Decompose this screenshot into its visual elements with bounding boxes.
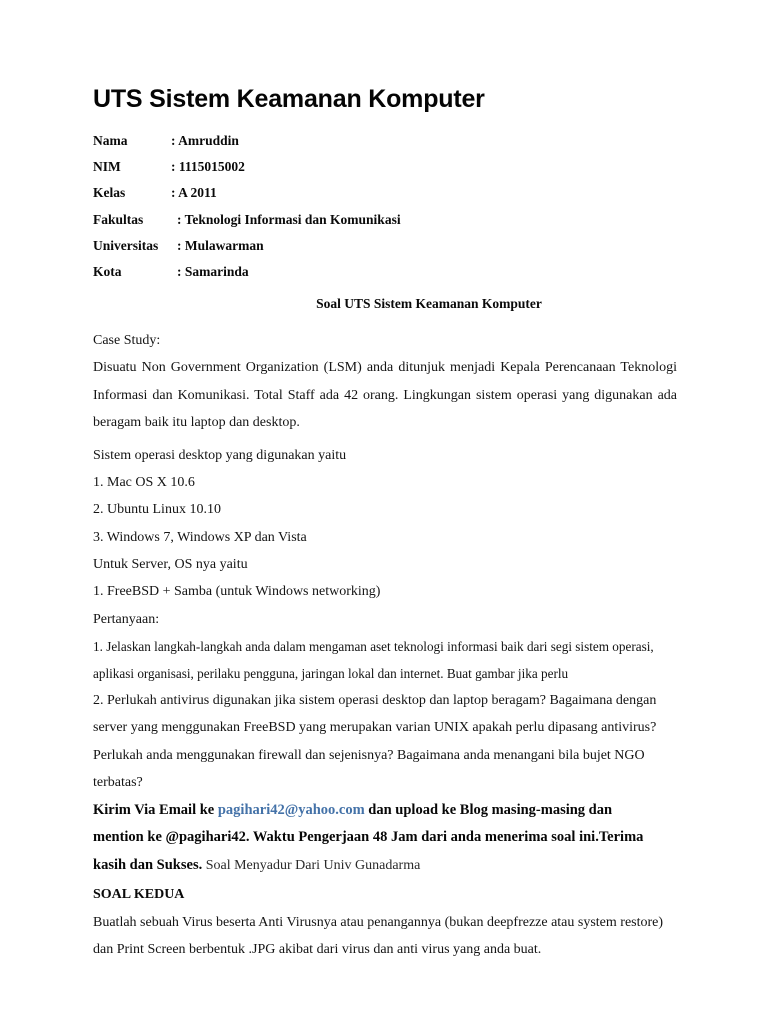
metadata-label: Fakultas	[93, 211, 144, 227]
list-item: 2. Ubuntu Linux 10.10	[93, 502, 221, 518]
second-question-body: Buatlah sebuah Virus beserta Anti Virusnya atau penangannya (bukan deepfrezze atau system restore) dan Print Screen berbentuk .JPG akibat dari virus dan anti virus yang anda buat.	[93, 914, 664, 958]
list-item: 1. Mac OS X 10.6	[93, 474, 195, 490]
metadata-row-kota	[93, 259, 677, 285]
server-os-intro: Untuk Server, OS nya yaitu	[93, 557, 248, 573]
email-link[interactable]: pagihari42@yahoo.com	[217, 801, 365, 818]
list-item: 1. FreeBSD + Samba (untuk Windows networking)	[93, 584, 381, 600]
metadata-value: : Amruddin	[171, 133, 239, 148]
metadata-row-kelas	[93, 180, 677, 206]
metadata-label: Universitas	[93, 237, 159, 253]
page-title: UTS Sistem Keamanan Komputer	[93, 85, 485, 113]
question-two: 2. Perlukah antivirus digunakan jika sistem operasi desktop dan laptop beragam? Bagaimana dengan server yang menggunakan FreeBSD yang merupakan varian UNIX apakah perlu dipasang antivirus? Perlukah anda menggunakan firewall dan sejenisnya? Bagaimana anda menangani bila bujet NGO terbatas?	[93, 692, 657, 791]
metadata-label: NIM	[93, 159, 121, 175]
document-content	[93, 84, 677, 964]
metadata-value: : A 2011	[171, 185, 217, 201]
second-question-heading: SOAL KEDUA	[93, 887, 185, 903]
metadata-block	[93, 128, 677, 285]
question-one: 1. Jelaskan langkah-langkah anda dalam mengaman aset teknologi informasi baik dari segi sistem operasi, aplikasi organisasi, perilaku pengguna, jaringan lokal dan internet. Buat gambar jika perlu	[93, 638, 654, 681]
desktop-os-intro: Sistem operasi desktop yang digunakan yaitu	[93, 447, 347, 463]
metadata-label: Kelas	[93, 185, 126, 201]
metadata-value: : Mulawarman	[177, 237, 264, 253]
metadata-value: : Teknologi Informasi dan Komunikasi	[177, 211, 401, 227]
submission-text-before: Kirim Via Email ke	[93, 801, 218, 818]
metadata-row-universitas	[93, 233, 677, 259]
case-study-heading: Case Study:	[93, 333, 161, 349]
metadata-label: Kota	[93, 264, 122, 280]
questions-heading: Pertanyaan:	[93, 611, 160, 627]
list-item: 3. Windows 7, Windows XP dan Vista	[93, 529, 307, 545]
metadata-value: : Samarinda	[177, 264, 249, 280]
submission-instructions	[93, 797, 663, 880]
metadata-label: Nama	[93, 133, 128, 148]
submission-text-after: dan upload ke Blog masing-masing dan mention ke @pagihari42. Waktu Pengerjaan 48 Jam dari anda menerima soal ini.Terima kasih dan Sukses.	[93, 801, 644, 873]
submission-attribution: Soal Menyadur Dari Univ Gunadarma	[202, 857, 421, 873]
case-study-paragraph: Disuatu Non Government Organization (LSM) anda ditunjuk menjadi Kepala Perencanaan Teknologi Informasi dan Komunikasi. Total Staff ada 42 orang. Lingkungan sistem operasi yang digunakan ada beragam baik itu laptop dan desktop.	[93, 360, 677, 431]
metadata-row-nama	[93, 128, 677, 154]
metadata-value: : 1115015002	[171, 159, 245, 175]
document-subtitle: Soal UTS Sistem Keamanan Komputer	[316, 296, 542, 312]
metadata-row-nim	[93, 154, 677, 180]
metadata-row-fakultas	[93, 207, 677, 233]
